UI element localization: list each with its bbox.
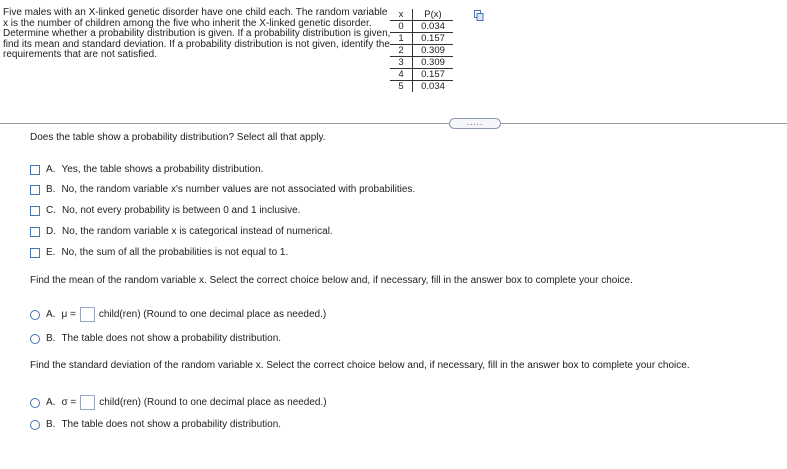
q2-option-a[interactable] [30,307,326,322]
q1-option-e[interactable] [30,247,288,258]
q1-prompt: Does the table show a probability distribution? Select all that apply. [30,132,326,143]
sigma-symbol: σ = [61,397,77,408]
checkbox[interactable] [30,185,40,195]
table-cell-x: 4 [390,69,413,81]
option-letter: B. [46,184,56,195]
table-cell-x: 5 [390,81,413,93]
option-letter: A. [46,164,56,175]
q3-prompt: Find the standard deviation of the random variable x. Select the correct choice below and, if necessary, fill in the answer box to complete your choice. [30,360,690,371]
table-header-px: P(x) [413,9,454,21]
option-letter: D. [46,226,56,237]
std-dev-answer-input[interactable] [80,395,95,410]
q1-option-d[interactable] [30,226,333,237]
option-text: No, the random variable x is categorical instead of numerical. [62,226,333,237]
table-cell-x: 2 [390,45,413,57]
table-row [390,69,453,81]
table-row [390,81,453,93]
radio-button[interactable] [30,420,40,430]
option-text: child(ren) (Round to one decimal place as needed.) [99,397,327,408]
table-cell-x: 1 [390,33,413,45]
checkbox[interactable] [30,227,40,237]
copy-data-icon[interactable] [474,9,484,21]
option-text: child(ren) (Round to one decimal place as needed.) [98,309,327,320]
radio-button[interactable] [30,310,40,320]
table-cell-x: 3 [390,57,413,69]
option-text: Yes, the table shows a probability distribution. [61,164,264,175]
option-letter: B. [46,419,56,430]
option-text: No, the sum of all the probabilities is not equal to 1. [61,247,289,258]
q1-option-a[interactable] [30,164,263,175]
table-cell-p: 0.309 [413,57,454,69]
q1-option-c[interactable] [30,205,300,216]
q1-option-b[interactable] [30,184,415,195]
option-text: No, not every probability is between 0 and 1 inclusive. [62,205,301,216]
table-cell-p: 0.157 [413,69,454,81]
table-row [390,45,453,57]
table-cell-p: 0.034 [421,81,445,92]
radio-button[interactable] [30,334,40,344]
q2-option-b[interactable] [30,333,281,344]
table-row [390,57,453,69]
option-text: The table does not show a probability distribution. [61,419,282,430]
problem-statement: Five males with an X-linked genetic disorder have one child each. The random variable x is the number of children among the five who inherit the X-linked genetic disorder. Determine whether a probability distribution is given. If a probability distribution is given, find its mean and standard deviation. If a probability distribution is not given, identify the requirements that are not satisfied. [3,7,391,61]
q3-option-a[interactable] [30,395,327,410]
option-letter: A. [46,397,56,408]
radio-button[interactable] [30,398,40,408]
table-header-x: x [390,9,413,21]
checkbox[interactable] [30,248,40,258]
table-cell-p: 0.034 [413,21,454,33]
q2-prompt: Find the mean of the random variable x. Select the correct choice below and, if necessary, fill in the answer box to complete your choice. [30,275,633,286]
table-cell-p: 0.309 [413,45,454,57]
table-cell-x: 0 [390,21,413,33]
table-row [390,21,453,33]
option-text: No, the random variable x's number values are not associated with probabilities. [61,184,416,195]
option-letter: A. [46,309,56,320]
option-letter: B. [46,333,56,344]
table-row [390,33,453,45]
option-letter: E. [46,247,56,258]
section-divider [0,123,787,124]
option-text: The table does not show a probability distribution. [61,333,282,344]
expand-more-button[interactable]: ..... [449,118,501,129]
option-letter: C. [46,205,56,216]
table-cell-p: 0.157 [413,33,454,45]
mean-symbol: μ = [61,309,76,320]
probability-table [390,9,453,92]
mean-answer-input[interactable] [80,307,95,322]
checkbox[interactable] [30,165,40,175]
q3-option-b[interactable] [30,419,281,430]
checkbox[interactable] [30,206,40,216]
